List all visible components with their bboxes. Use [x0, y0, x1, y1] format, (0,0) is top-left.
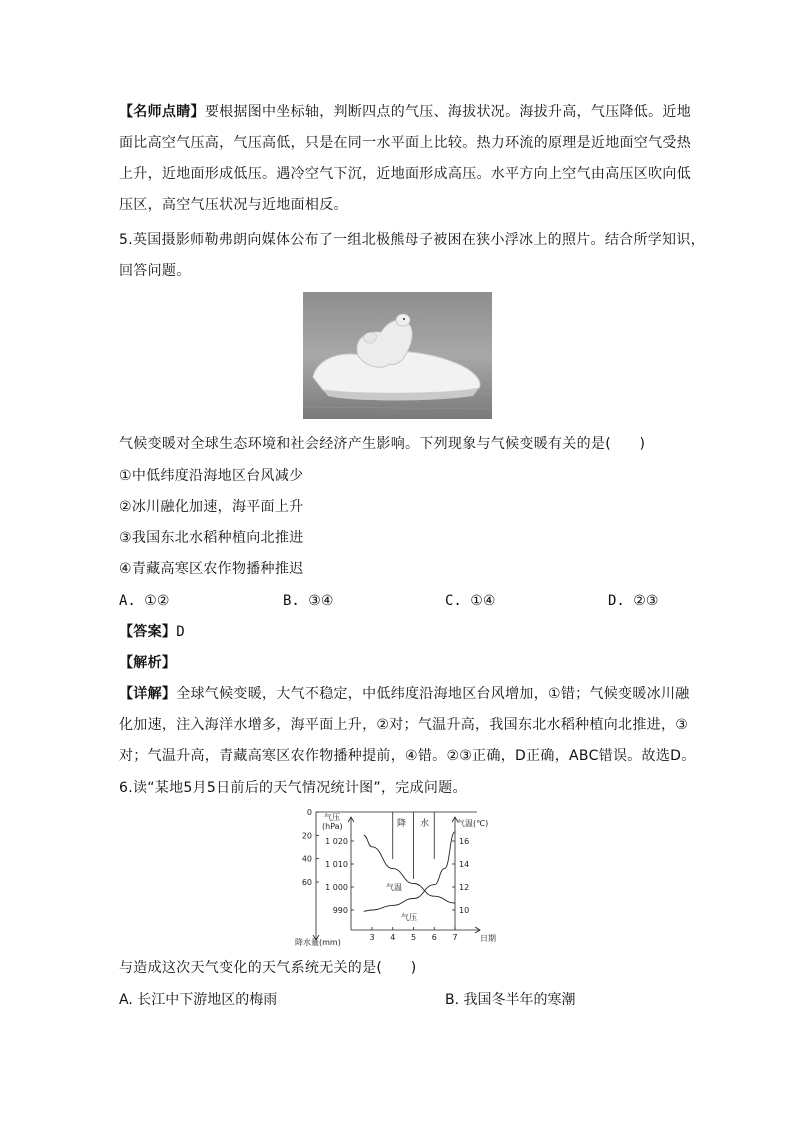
q5-detail-line-2: 化加速，注入海洋水增多，海平面上升，②对；气温升高，我国东北水稻种植向北推进，③	[119, 717, 689, 733]
precip-tick-label: 60	[301, 878, 312, 887]
temp-axis-title: 气温(℃)	[457, 819, 489, 828]
q5-question: 气候变暖对全球生态环境和社会经济产生影响。下列现象与气候变暖有关的是( )	[119, 436, 646, 452]
pressure-tick-label: 1 000	[325, 883, 348, 892]
q5-detail-line-3: 对；气温升高，青藏高寒区农作物播种提前，④错。②③正确，D正确，ABC错误。故选D。	[119, 748, 696, 764]
temp-tick-label: 16	[459, 837, 470, 846]
pressure-tick-label: 1 020	[325, 837, 348, 846]
precip-tick-label: 40	[301, 854, 312, 864]
date-tick-label: 7	[452, 933, 458, 942]
q6-option-a: A. 长江中下游地区的梅雨	[119, 992, 278, 1008]
pressure-axis-title: 气压(hPa)	[322, 813, 343, 831]
temp-tick-label: 14	[459, 860, 470, 869]
tips-line-1: 【名师点睛】要根据图中坐标轴，判断四点的气压、海拔状况。海拔升高，气压降低。近地	[119, 104, 692, 120]
date-tick-label: 5	[410, 933, 417, 942]
q5-option-b: B. ③④	[283, 593, 334, 609]
pressure-tick-label: 1 010	[325, 860, 348, 869]
tips-line-3: 上升，近地面形成低压。遇冷空气下沉，近地面形成高压。水平方向上空气由高压区吹向低	[119, 166, 691, 182]
tips-line-4: 压区，高空气压状况与近地面相反。	[119, 197, 348, 213]
temp-tick-label: 12	[459, 883, 470, 892]
date-tick-label: 6	[431, 933, 437, 942]
q5-item-4: ④青藏高寒区农作物播种推迟	[119, 561, 304, 577]
precip-tick-label: 0	[306, 808, 312, 817]
q6-question: 与造成这次天气变化的天气系统无关的是( )	[119, 960, 417, 976]
q5-option-a: A. ①②	[119, 593, 170, 609]
q5-intro-line-1: 5.英国摄影师勒弗朗向媒体公布了一组北极熊母子被困在狭小浮冰上的照片。结合所学知识，	[119, 232, 705, 248]
rain-label-2: 水	[420, 819, 430, 829]
polar-bear-photo	[303, 292, 492, 419]
date-tick-label: 4	[390, 933, 396, 942]
q5-detail-line-1: 【详解】全球气候变暖，大气不稳定，中低纬度沿海地区台风增加，①错；气候变暖冰川融	[119, 686, 690, 702]
tips-line-2: 面比高空气压高，气压高低，只是在同一水平面上比较。热力环流的原理是近地面空气受热	[119, 135, 691, 151]
tips-label: 【名师点睛】	[119, 104, 205, 120]
series-temperature-line	[364, 835, 455, 903]
q5-intro-line-2: 回答问题。	[119, 263, 191, 279]
pressure-curve-label: 气压	[401, 913, 417, 922]
date-axis-title: 日期	[480, 934, 496, 943]
q5-item-1: ①中低纬度沿海地区台风减少	[119, 468, 304, 484]
temp-curve-label: 气温	[386, 883, 402, 892]
q5-answer: 【答案】D	[119, 624, 185, 640]
rain-label-1: 降	[397, 819, 407, 829]
weather-chart	[292, 807, 502, 947]
date-tick-label: 3	[369, 933, 375, 942]
q5-analysis-label: 【解析】	[119, 655, 177, 671]
q5-item-3: ③我国东北水稻种植向北推进	[119, 530, 304, 546]
precip-axis-title: 降水量(mm)	[295, 938, 341, 947]
precip-tick-label: 20	[301, 831, 312, 841]
series-pressure-line	[364, 832, 455, 911]
q5-item-2: ②冰川融化加速，海平面上升	[119, 499, 304, 515]
q5-option-c: C. ①④	[445, 593, 496, 609]
q6-option-b: B. 我国冬半年的寒潮	[445, 992, 576, 1008]
temp-tick-label: 10	[459, 906, 470, 915]
pressure-tick-label: 990	[332, 906, 348, 915]
q6-intro: 6.读“某地5月5日前后的天气情况统计图”，完成问题。	[119, 780, 467, 796]
q5-option-d: D. ②③	[608, 593, 659, 609]
